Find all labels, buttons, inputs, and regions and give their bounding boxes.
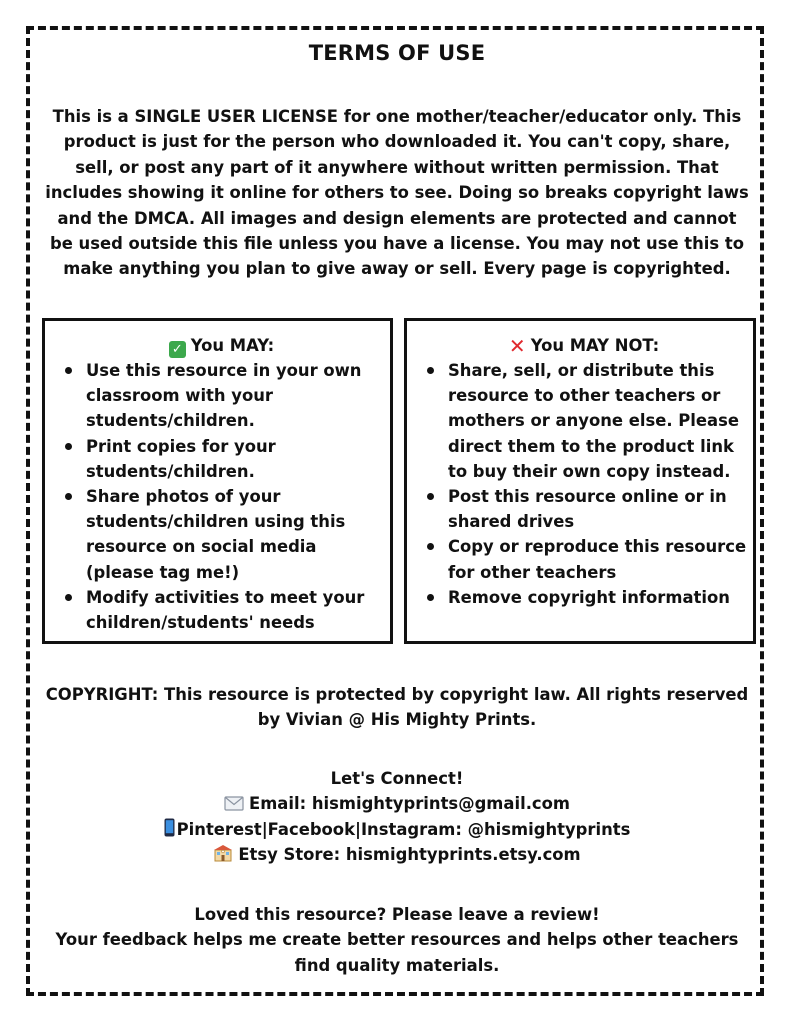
review-request: Loved this resource? Please leave a review! — [194, 905, 600, 924]
list-item: Use this resource in your own classroom with your students/children. — [59, 358, 384, 434]
social-links[interactable]: Pinterest|Facebook|Instagram: @hismightyprints — [176, 819, 631, 839]
mobile-phone-icon — [164, 818, 175, 837]
you-may-not-box — [404, 318, 756, 644]
page-title: TERMS OF USE — [308, 41, 486, 65]
school-building-icon — [213, 844, 233, 862]
list-item: Copy or reproduce this resource for other teachers — [421, 534, 747, 584]
etsy-store-link[interactable]: Etsy Store: hismightyprints.etsy.com — [238, 845, 581, 865]
check-mark-icon: ✓ — [169, 341, 186, 358]
social-row — [44, 817, 750, 842]
connect-heading: Let's Connect! — [330, 769, 464, 788]
connect-section — [44, 766, 750, 868]
you-may-heading: You MAY: — [190, 336, 275, 355]
you-may-heading-row — [59, 333, 384, 358]
you-may-not-heading: You MAY NOT: — [530, 336, 660, 355]
license-intro-paragraph: This is a SINGLE USER LICENSE for one mother/teacher/educator only. This product is just for the person who downloaded it. You can't copy, share, sell, or post any part of it anywhere without written permission. That includes showing it online for others to see. Doing so breaks copyright laws and the DMCA. All images and design elements are protected and cannot be used outside this file unless you have a license. You may not use this to make anything you plan to give away or sell. Every page is copyrighted. — [45, 107, 749, 279]
cross-mark-icon: ✕ — [508, 334, 526, 358]
email-link[interactable]: Email: hismightyprints@gmail.com — [249, 794, 570, 814]
list-item: Print copies for your students/children. — [59, 434, 384, 484]
review-feedback-text: Your feedback helps me create better resources and helps other teachers find quality materials. — [55, 930, 739, 975]
email-row — [44, 791, 750, 816]
list-item: Post this resource online or in shared drives — [421, 484, 747, 534]
you-may-not-heading-row — [421, 333, 747, 358]
copyright-notice: COPYRIGHT: This resource is protected by copyright law. All rights reserved by Vivian @ His Mighty Prints. — [45, 685, 749, 730]
you-may-not-list — [421, 358, 747, 610]
list-item: Modify activities to meet your children/students' needs — [59, 585, 384, 635]
list-item: Share photos of your students/children using this resource on social media (please tag me!) — [59, 484, 384, 585]
you-may-box — [42, 318, 393, 644]
list-item: Share, sell, or distribute this resource to other teachers or mothers or anyone else. Please direct them to the product link to buy their own copy instead. — [421, 358, 747, 484]
envelope-icon — [224, 796, 244, 811]
you-may-list — [59, 358, 384, 635]
store-row — [44, 842, 750, 867]
list-item: Remove copyright information — [421, 585, 747, 610]
review-section — [44, 902, 750, 978]
